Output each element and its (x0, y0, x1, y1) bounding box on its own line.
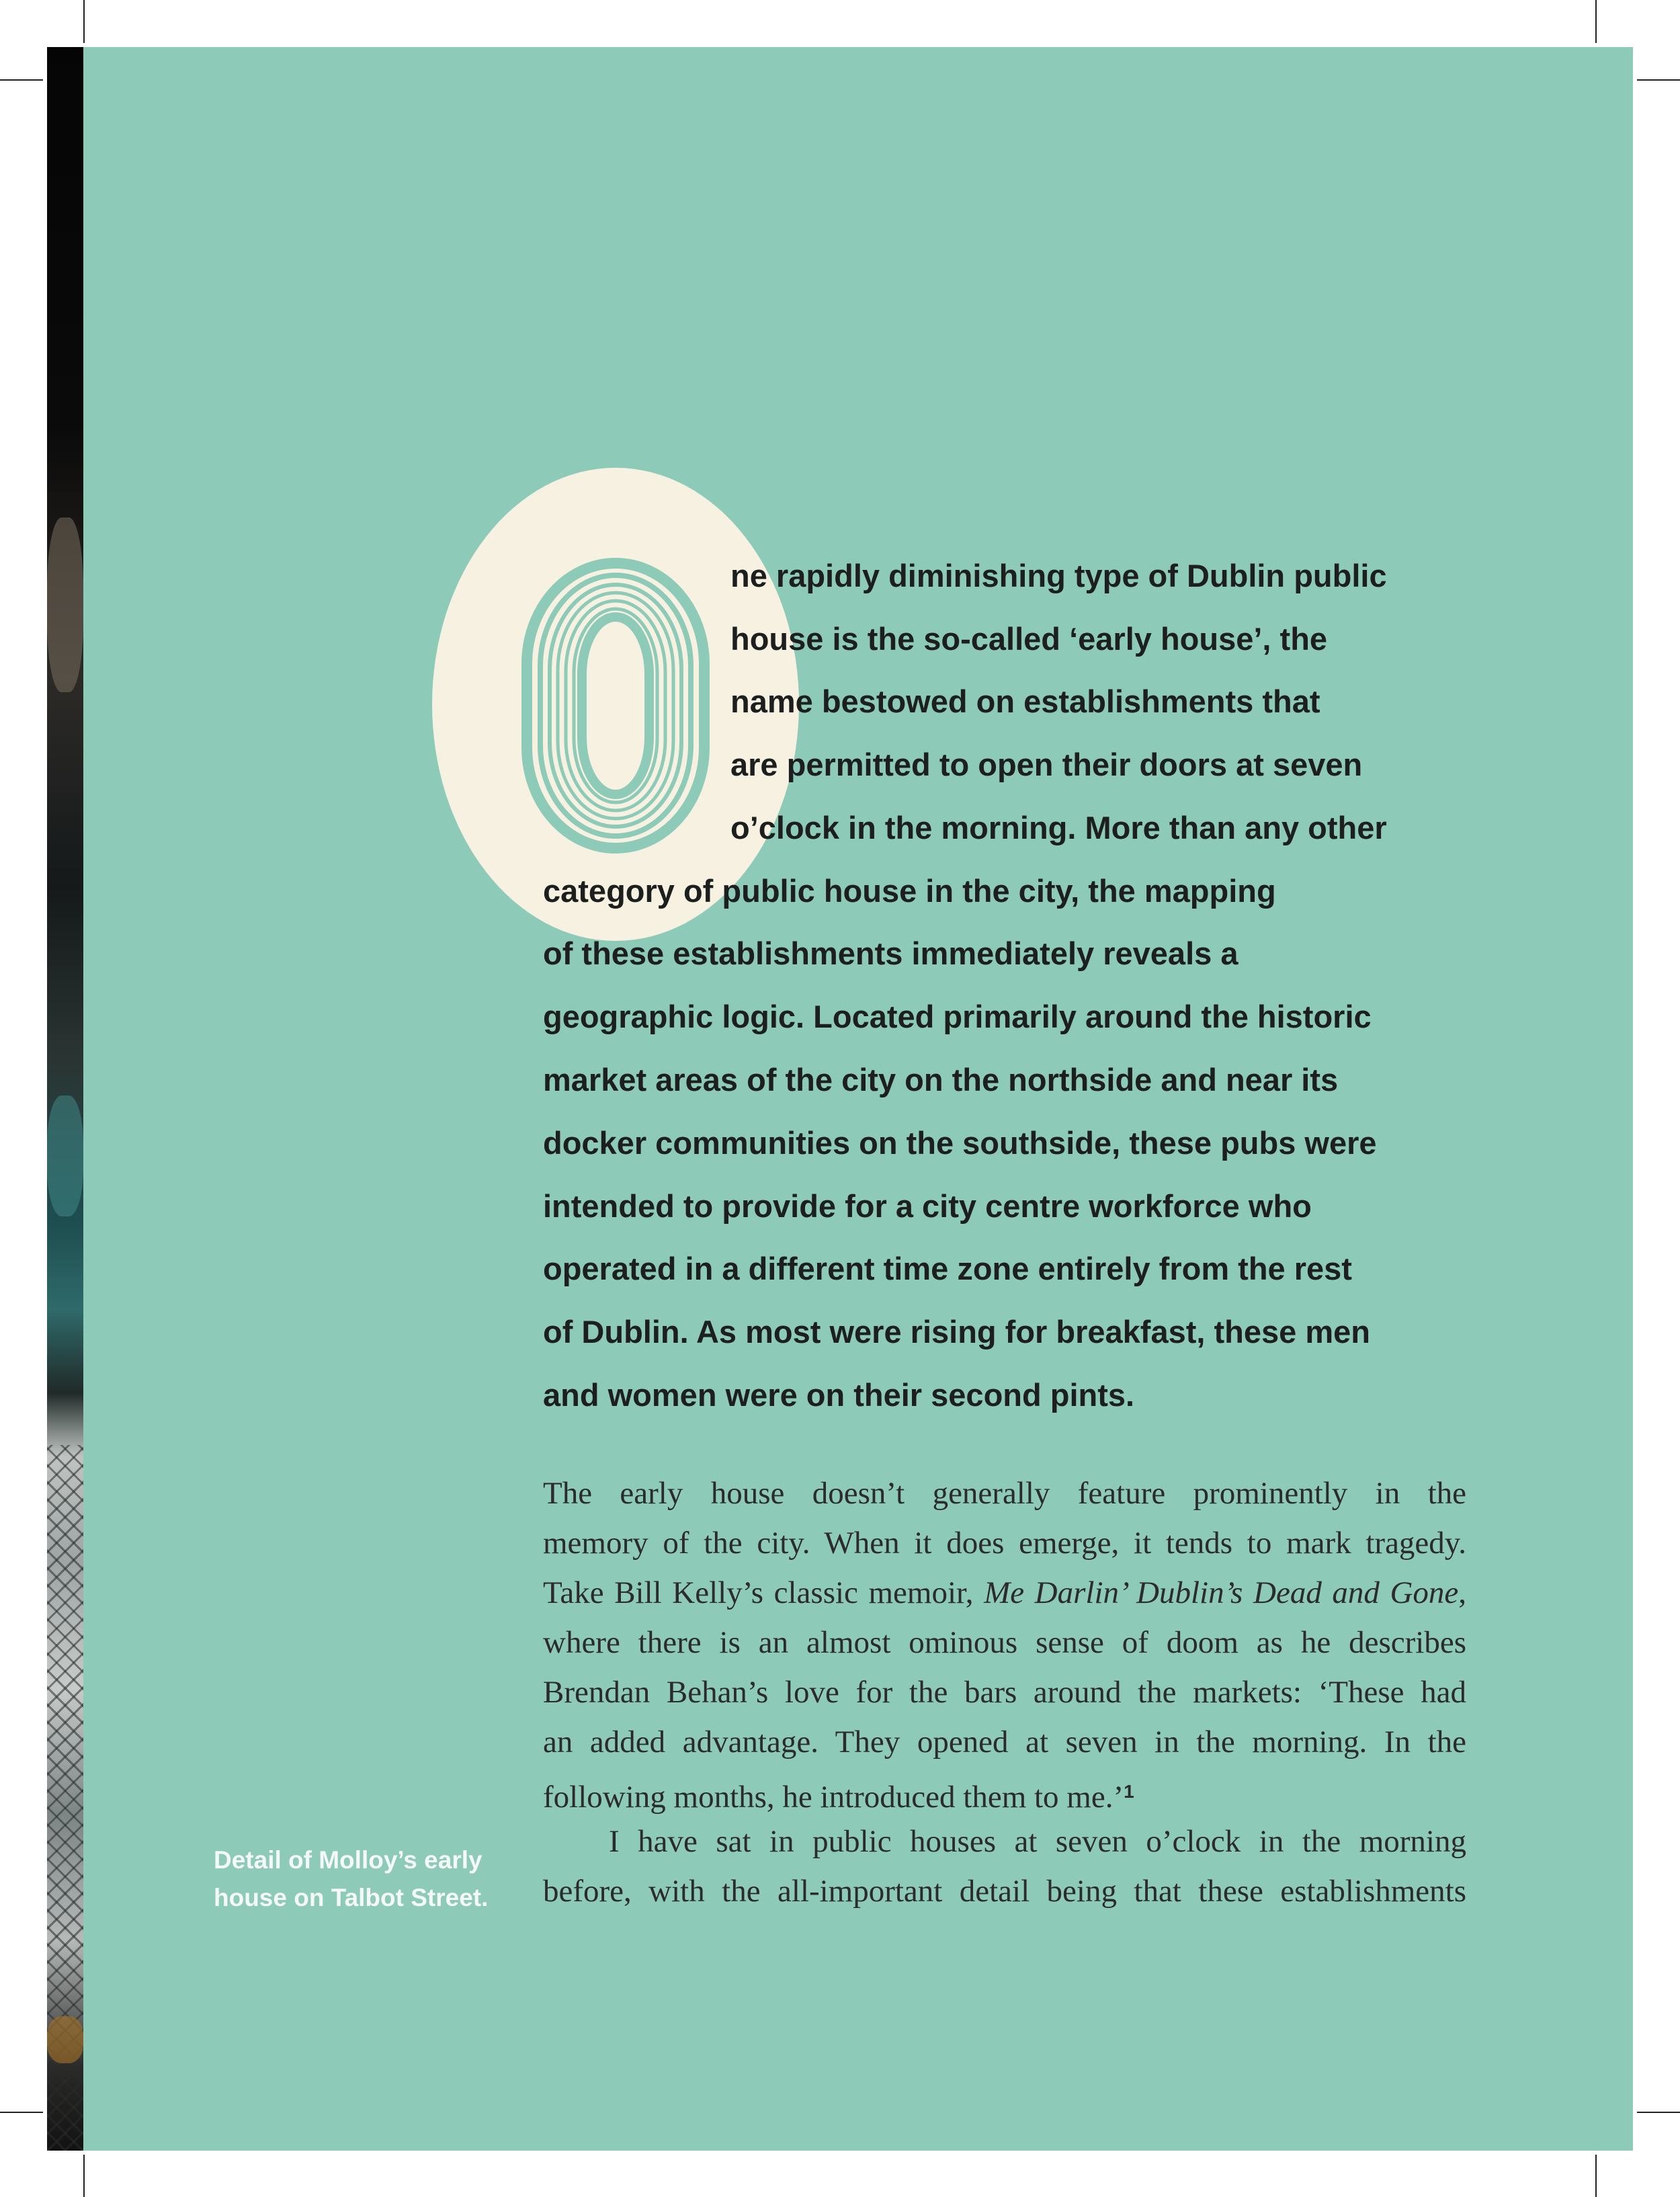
body-line: The early house doesn’t generally feature prominently in the (543, 1476, 1466, 1511)
body-line: before, with the all-important detail being that these establishments (543, 1874, 1466, 1909)
photo-caption-line: house on Talbot Street. (214, 1884, 489, 1911)
body-line-indented: I have sat in public houses at seven o’clock in the morning (609, 1824, 1466, 1859)
photo-strip (47, 47, 83, 2151)
book-title: Me Darlin’ Dublin’s Dead and Gone (984, 1575, 1459, 1610)
lead-line: market areas of the city on the northside and near its (543, 1062, 1339, 1097)
lead-line: intended to provide for a city centre workforce who (543, 1188, 1312, 1224)
dropcap-text: O (615, 726, 616, 727)
body-line: an added advantage. They opened at seven in the morning. In the (543, 1725, 1466, 1759)
lead-line: o’clock in the morning. More than any other (730, 810, 1387, 845)
body-line (543, 1767, 1466, 1822)
lead-line: docker communities on the southside, these pubs were (543, 1125, 1377, 1161)
dropcap-letter-o (521, 558, 710, 854)
lead-line: and women were on their second pints. (543, 1377, 1135, 1413)
lead-line: of Dublin. As most were rising for breakfast, these men (543, 1314, 1370, 1350)
body-line: where there is an almost ominous sense of doom as he describes (543, 1625, 1466, 1660)
body-line: memory of the city. When it does emerge, it tends to mark tragedy. (543, 1526, 1466, 1561)
lead-line: operated in a different time zone entirely from the rest (543, 1251, 1352, 1286)
lead-line: geographic logic. Located primarily around the historic (543, 999, 1372, 1034)
lead-line: category of public house in the city, the mapping (543, 873, 1276, 909)
body-line (543, 1568, 1466, 1618)
photo-highlight (47, 1095, 83, 1216)
crop-mark-right-bottom (1637, 2112, 1680, 2113)
crop-mark-left-top (0, 79, 43, 81)
body-line: Brendan Behan’s love for the bars around the markets: ‘These had (543, 1675, 1466, 1710)
lead-line: house is the so-called ‘early house’, the (730, 621, 1328, 657)
lead-line: ne rapidly diminishing type of Dublin public (730, 558, 1387, 593)
footnote-marker[interactable]: 1 (1124, 1781, 1134, 1802)
crop-mark-left-bottom (0, 2112, 43, 2113)
crop-mark-top-right (1595, 0, 1597, 43)
photo-stain (47, 2016, 83, 2063)
crop-mark-right-top (1637, 79, 1680, 81)
crop-mark-bottom-left (83, 2155, 85, 2197)
crop-mark-top-left (83, 0, 85, 43)
lead-line: of these establishments immediately reveals a (543, 936, 1238, 971)
lead-line: name bestowed on establishments that (730, 683, 1320, 719)
lead-line: are permitted to open their doors at seven (730, 747, 1363, 782)
photo-highlight (47, 517, 83, 692)
body-text-run: , (1458, 1575, 1466, 1610)
body-text-run: following months, he introduced them to me.’ (543, 1780, 1124, 1815)
photo-caption-line: Detail of Molloy’s early (214, 1846, 482, 1874)
crop-mark-bottom-right (1595, 2155, 1597, 2197)
body-text-run: Take Bill Kelly’s classic memoir, (543, 1575, 984, 1610)
